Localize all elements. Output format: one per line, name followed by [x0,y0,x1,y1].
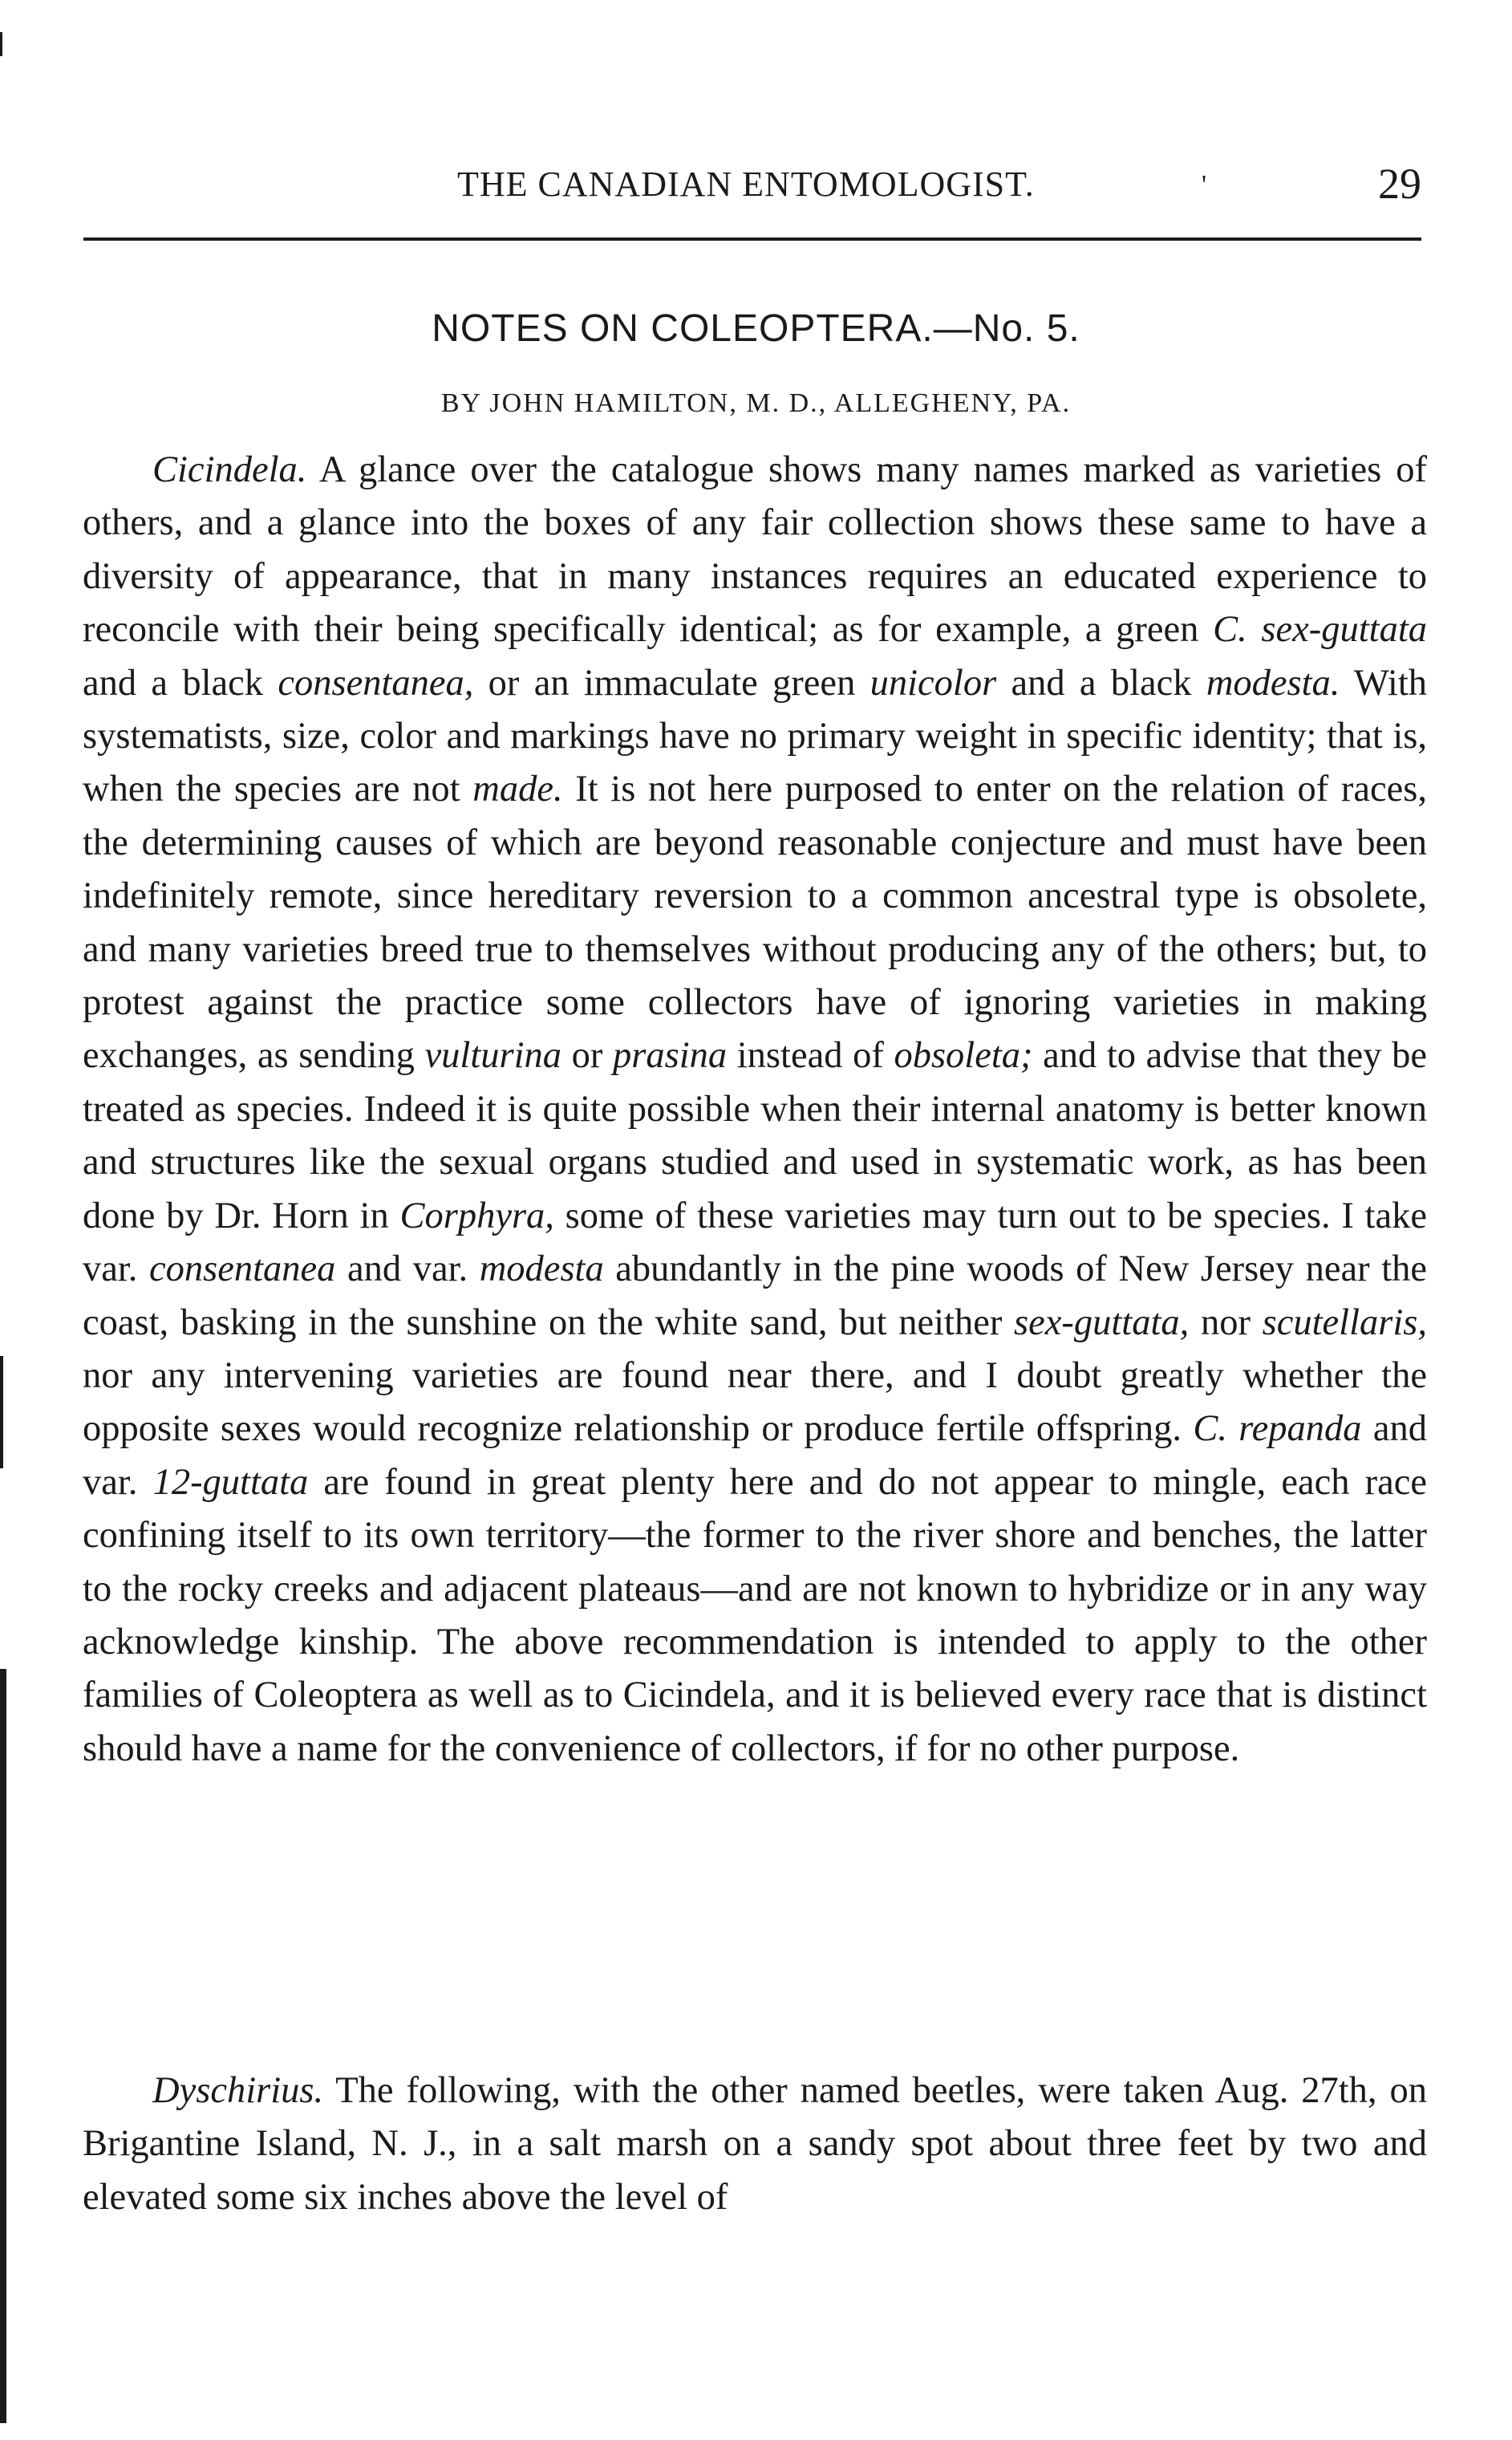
italic-term: Cicindela. [152,449,307,490]
paragraph-dyschirius [83,2064,1427,2224]
text-run: nor [1189,1301,1263,1343]
text-run: and var. [83,1408,1428,1503]
italic-term: scutellaris, [1262,1301,1427,1343]
scan-edge-mark-bottom [0,1669,6,2423]
text-run: are found in great plenty here and do not appear to mingle, each race confining itself to its own territory—the former to the river shore and benches, the latter to the rocky creeks and adjacent plateaus—and are not known to hybridize or in any way acknowledge kinship. The above recommendation is intended to apply to the other families of Coleoptera as well as to Cicindela, and it is believed every race that is distinct should have a name for the convenience of collectors, if for no other purpose. [83,1461,1428,1769]
journal-title: THE CANADIAN ENTOMOLOGIST. [457,164,1035,204]
head-tick-mark: ' [1202,170,1207,200]
italic-term: Corphyra, [399,1195,554,1236]
italic-term: made. [472,769,563,810]
italic-term: Dyschirius. [152,2070,324,2111]
italic-term: unicolor [870,662,997,704]
header-rule [83,238,1421,241]
text-run: some of these varieties may turn out to be species. I take var. [83,1195,1428,1290]
text-run: or an immaculate green [473,662,870,704]
page-number: 29 [1378,160,1421,208]
italic-term: obsoleta; [894,1035,1033,1077]
italic-term: sex-guttata, [1014,1301,1190,1343]
byline: BY JOHN HAMILTON, M. D., ALLEGHENY, PA. [440,388,1072,418]
text-run: With systematists, size, color and markings have no primary weight in specific identity; that is, when the species are not [83,662,1427,810]
text-run: and var. [335,1248,480,1290]
italic-term: C. sex-guttata [1213,609,1427,651]
italic-term: C. repanda [1193,1408,1362,1450]
italic-term: consentanea [149,1248,336,1290]
paragraph-cicindela [83,444,1427,1776]
text-run: abundantly in the pine woods of New Jersey near the coast, basking in the sunshine on the white sand, but neither [83,1248,1428,1343]
text-run: and a black [996,662,1206,704]
italic-term: 12-guttata [152,1461,309,1503]
text-run: The following, with the other named beetles, were taken Aug. 27th, on Brigantine Island, N. J., in a salt marsh on a sandy spot about three feet by two and elevated some six inches above the level of [83,2070,1427,2218]
italic-term: vulturina [424,1035,562,1077]
italic-term: modesta. [1206,662,1340,704]
scan-edge-mark-middle [0,1356,3,1468]
text-run: and a black [83,662,278,704]
italic-term: modesta [479,1248,604,1290]
text-run: nor any intervening varieties are found near there, and I doubt greatly whether the opposite sexes would recognize relationship or produce fertile offspring. [83,1354,1427,1450]
article-title: NOTES ON COLEOPTERA.—No. 5. [432,307,1080,350]
italic-term: prasina [613,1035,728,1077]
text-run: and to advise that they be treated as species. Indeed it is quite possible when their internal anatomy is better known and structures like the sexual organs studied and used in systematic work, as has been done by Dr. Horn in [83,1035,1428,1236]
text-run: A glance over the catalogue shows many names marked as varieties of others, and a glance into the boxes of any fair collection shows these same to have a diversity of appearance, that in many instances requires an educated experience to reconcile with their being specifically identical; as for example, a green [83,449,1427,651]
text-run: or [561,1035,614,1077]
text-run: It is not here purposed to enter on the relation of races, the determining causes of which are beyond reasonable conjecture and must have been indefinitely remote, since hereditary reversion to a common ancestral type is obsolete, and many varieties breed true to themselves without producing any of the others; but, to protest against the practice some collectors have of ignoring varieties in making exchanges, as sending [83,769,1427,1077]
text-run: instead of [727,1035,894,1077]
scan-edge-mark-top [0,32,2,56]
italic-term: consentanea, [278,662,474,704]
running-head [80,160,1444,212]
